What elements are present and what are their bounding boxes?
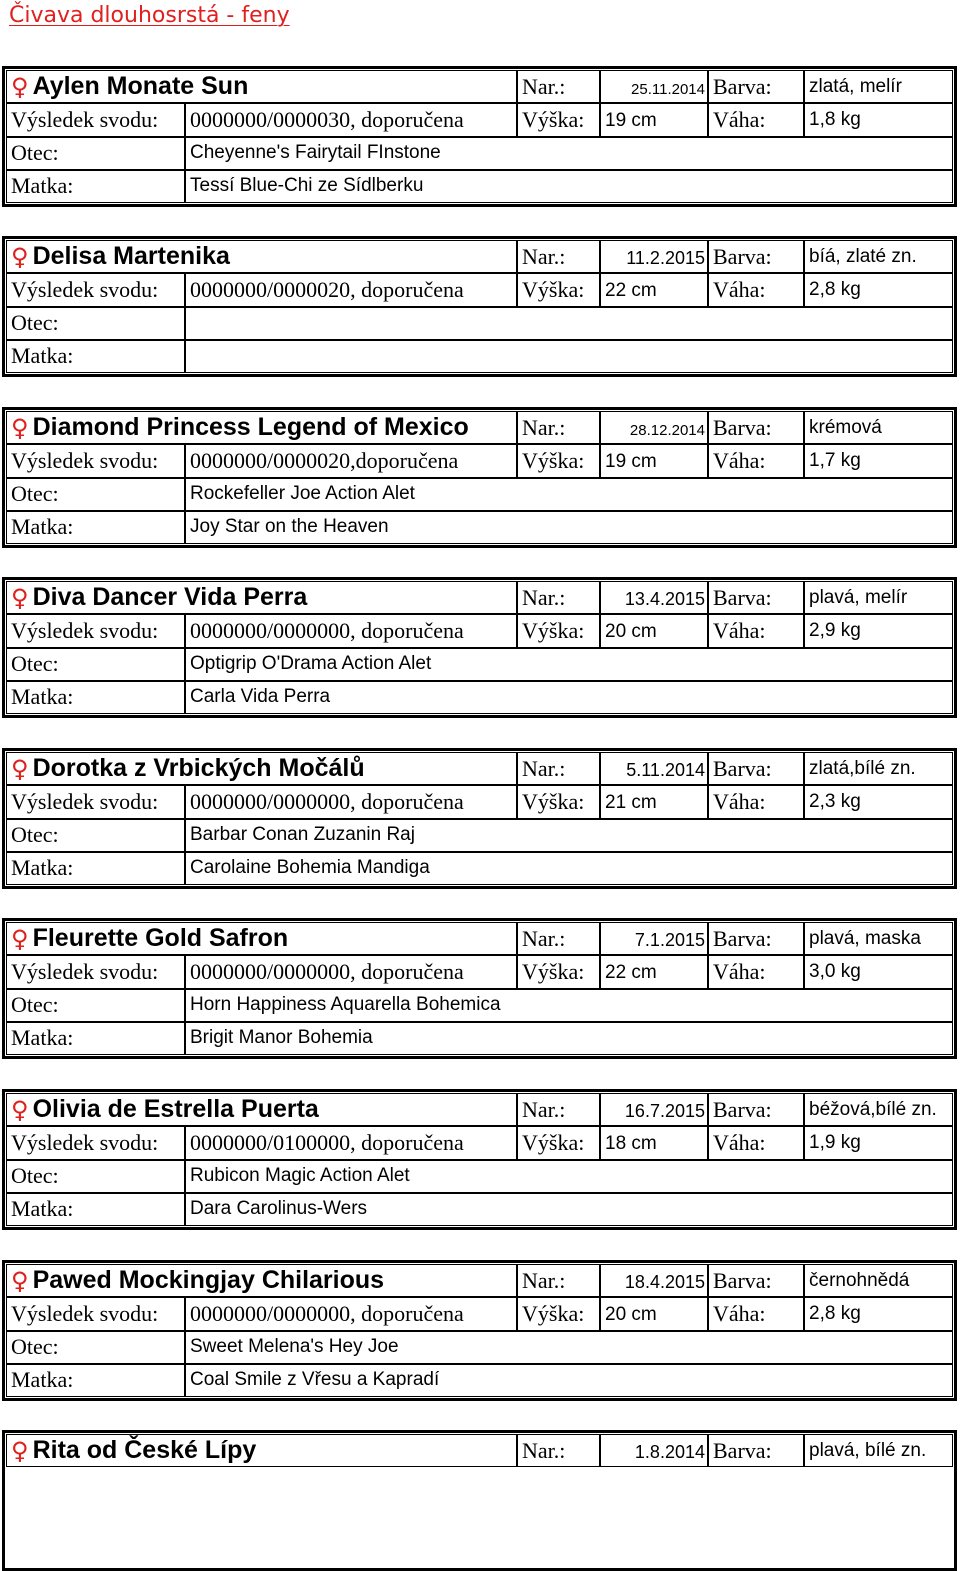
color-label: Barva: <box>708 411 804 444</box>
result-label: Výsledek svodu: <box>6 1126 185 1159</box>
dam-value: Coal Smile z Vřesu a Kapradí <box>185 1364 953 1397</box>
sire-value <box>185 307 953 340</box>
dog-name-cell <box>6 581 517 614</box>
sire-value: Optigrip O'Drama Action Alet <box>185 648 953 681</box>
dam-label: Matka: <box>6 511 185 544</box>
color-label: Barva: <box>708 1434 804 1467</box>
weight-label: Váha: <box>708 444 804 477</box>
sire-label: Otec: <box>6 478 185 511</box>
dog-card <box>2 1430 957 1571</box>
birth-date-label: Nar.: <box>517 752 600 785</box>
height-label: Výška: <box>517 955 600 988</box>
height-value: 21 cm <box>600 785 708 818</box>
result-value: 0000000/0000030, doporučena <box>185 103 517 136</box>
female-icon: ♀ <box>11 1436 29 1465</box>
height-label: Výška: <box>517 614 600 647</box>
dam-value: Brigit Manor Bohemia <box>185 1022 953 1055</box>
sire-value: Cheyenne's Fairytail FInstone <box>185 137 953 170</box>
birth-date-label: Nar.: <box>517 1264 600 1297</box>
birth-date-label: Nar.: <box>517 240 600 273</box>
color-label: Barva: <box>708 1264 804 1297</box>
result-value: 0000000/0000020,doporučena <box>185 444 517 477</box>
dog-name-cell <box>6 922 517 955</box>
female-icon: ♀ <box>11 72 29 101</box>
result-value: 0000000/0000020, doporučena <box>185 273 517 306</box>
dam-value: Joy Star on the Heaven <box>185 511 953 544</box>
sire-label: Otec: <box>6 819 185 852</box>
sire-label: Otec: <box>6 648 185 681</box>
result-label: Výsledek svodu: <box>6 444 185 477</box>
birth-date: 13.4.2015 <box>600 581 708 614</box>
color-value: plavá, maska <box>804 922 953 955</box>
weight-label: Váha: <box>708 785 804 818</box>
color-label: Barva: <box>708 922 804 955</box>
height-value: 18 cm <box>600 1126 708 1159</box>
height-label: Výška: <box>517 273 600 306</box>
height-value: 20 cm <box>600 1297 708 1330</box>
dog-card <box>2 918 957 1059</box>
dam-value: Carla Vida Perra <box>185 681 953 714</box>
dog-name-cell <box>6 240 517 273</box>
birth-date: 11.2.2015 <box>600 240 708 273</box>
birth-date-label: Nar.: <box>517 70 600 103</box>
birth-date: 5.11.2014 <box>600 752 708 785</box>
height-value: 20 cm <box>600 614 708 647</box>
female-icon: ♀ <box>11 413 29 442</box>
sire-value: Barbar Conan Zuzanin Raj <box>185 819 953 852</box>
color-value: plavá, melír <box>804 581 953 614</box>
dog-name: Fleurette Gold Safron <box>32 924 289 953</box>
result-value: 0000000/0000000, doporučena <box>185 785 517 818</box>
dam-label: Matka: <box>6 340 185 373</box>
result-label: Výsledek svodu: <box>6 103 185 136</box>
height-label: Výška: <box>517 1297 600 1330</box>
height-label: Výška: <box>517 1126 600 1159</box>
dam-label: Matka: <box>6 1193 185 1226</box>
birth-date-label: Nar.: <box>517 1093 600 1126</box>
sire-label: Otec: <box>6 989 185 1022</box>
height-value: 22 cm <box>600 273 708 306</box>
dam-label: Matka: <box>6 852 185 885</box>
height-value: 19 cm <box>600 103 708 136</box>
sire-label: Otec: <box>6 1160 185 1193</box>
weight-label: Váha: <box>708 955 804 988</box>
result-value: 0000000/0000000, doporučena <box>185 614 517 647</box>
birth-date: 18.4.2015 <box>600 1264 708 1297</box>
dog-card <box>2 748 957 889</box>
result-value: 0000000/0100000, doporučena <box>185 1126 517 1159</box>
weight-label: Váha: <box>708 614 804 647</box>
dog-card <box>2 1089 957 1230</box>
height-value: 19 cm <box>600 444 708 477</box>
color-label: Barva: <box>708 70 804 103</box>
dog-card <box>2 407 957 548</box>
weight-label: Váha: <box>708 1126 804 1159</box>
dog-name: Pawed Mockingjay Chilarious <box>32 1266 385 1295</box>
dam-value: Dara Carolinus-Wers <box>185 1193 953 1226</box>
sire-value: Rockefeller Joe Action Alet <box>185 478 953 511</box>
color-label: Barva: <box>708 1093 804 1126</box>
result-label: Výsledek svodu: <box>6 614 185 647</box>
dog-name-cell <box>6 1264 517 1297</box>
height-label: Výška: <box>517 103 600 136</box>
sire-value: Rubicon Magic Action Alet <box>185 1160 953 1193</box>
dog-name: Diamond Princess Legend of Mexico <box>32 413 469 442</box>
weight-value: 1,9 kg <box>804 1126 953 1159</box>
female-icon: ♀ <box>11 583 29 612</box>
sire-label: Otec: <box>6 1331 185 1364</box>
weight-value: 3,0 kg <box>804 955 953 988</box>
height-label: Výška: <box>517 444 600 477</box>
color-value: béžová,bílé zn. <box>804 1093 953 1126</box>
dam-label: Matka: <box>6 1022 185 1055</box>
female-icon: ♀ <box>11 242 29 271</box>
sire-value: Horn Happiness Aquarella Bohemica <box>185 989 953 1022</box>
weight-value: 2,9 kg <box>804 614 953 647</box>
dam-value <box>185 340 953 373</box>
dog-card <box>2 1260 957 1401</box>
birth-date-label: Nar.: <box>517 922 600 955</box>
female-icon: ♀ <box>11 1266 29 1295</box>
dog-card <box>2 66 957 207</box>
dam-label: Matka: <box>6 170 185 203</box>
result-label: Výsledek svodu: <box>6 955 185 988</box>
color-value: zlatá,bílé zn. <box>804 752 953 785</box>
dog-name: Olivia de Estrella Puerta <box>32 1095 319 1124</box>
dog-name-cell <box>6 70 517 103</box>
color-value: zlatá, melír <box>804 70 953 103</box>
result-label: Výsledek svodu: <box>6 785 185 818</box>
birth-date: 16.7.2015 <box>600 1093 708 1126</box>
dog-name: Diva Dancer Vida Perra <box>32 583 308 612</box>
sire-value: Sweet Melena's Hey Joe <box>185 1331 953 1364</box>
weight-label: Váha: <box>708 273 804 306</box>
result-value: 0000000/0000000, doporučena <box>185 1297 517 1330</box>
dog-name: Delisa Martenika <box>32 242 230 271</box>
dog-card <box>2 577 957 718</box>
color-label: Barva: <box>708 752 804 785</box>
weight-value: 2,8 kg <box>804 1297 953 1330</box>
dog-name: Rita od České Lípy <box>32 1436 257 1465</box>
weight-label: Váha: <box>708 103 804 136</box>
dog-name-cell <box>6 1093 517 1126</box>
page-title: Čivava dlouhosrstá - feny <box>9 3 290 28</box>
weight-value: 1,8 kg <box>804 103 953 136</box>
birth-date: 7.1.2015 <box>600 922 708 955</box>
result-value: 0000000/0000000, doporučena <box>185 955 517 988</box>
birth-date-label: Nar.: <box>517 1434 600 1467</box>
female-icon: ♀ <box>11 754 29 783</box>
weight-value: 2,8 kg <box>804 273 953 306</box>
height-label: Výška: <box>517 785 600 818</box>
female-icon: ♀ <box>11 924 29 953</box>
result-label: Výsledek svodu: <box>6 273 185 306</box>
weight-value: 1,7 kg <box>804 444 953 477</box>
dam-label: Matka: <box>6 1364 185 1397</box>
color-value: krémová <box>804 411 953 444</box>
weight-value: 2,3 kg <box>804 785 953 818</box>
birth-date: 28.12.2014 <box>600 411 708 444</box>
color-value: bíá, zlaté zn. <box>804 240 953 273</box>
weight-label: Váha: <box>708 1297 804 1330</box>
birth-date-label: Nar.: <box>517 411 600 444</box>
result-label: Výsledek svodu: <box>6 1297 185 1330</box>
dam-value: Carolaine Bohemia Mandiga <box>185 852 953 885</box>
sire-label: Otec: <box>6 137 185 170</box>
dog-name: Dorotka z Vrbických Močálů <box>32 754 365 783</box>
color-label: Barva: <box>708 240 804 273</box>
birth-date: 25.11.2014 <box>600 70 708 103</box>
color-label: Barva: <box>708 581 804 614</box>
sire-label: Otec: <box>6 307 185 340</box>
color-value: plavá, bílé zn. <box>804 1434 953 1467</box>
female-icon: ♀ <box>11 1095 29 1124</box>
dam-label: Matka: <box>6 681 185 714</box>
birth-date: 1.8.2014 <box>600 1434 708 1467</box>
dam-value: Tessí Blue-Chi ze Sídlberku <box>185 170 953 203</box>
height-value: 22 cm <box>600 955 708 988</box>
dog-name-cell <box>6 411 517 444</box>
birth-date-label: Nar.: <box>517 581 600 614</box>
color-value: černohnědá <box>804 1264 953 1297</box>
dog-card <box>2 236 957 377</box>
dog-name-cell <box>6 1434 517 1467</box>
dog-name: Aylen Monate Sun <box>32 72 249 101</box>
dog-name-cell <box>6 752 517 785</box>
